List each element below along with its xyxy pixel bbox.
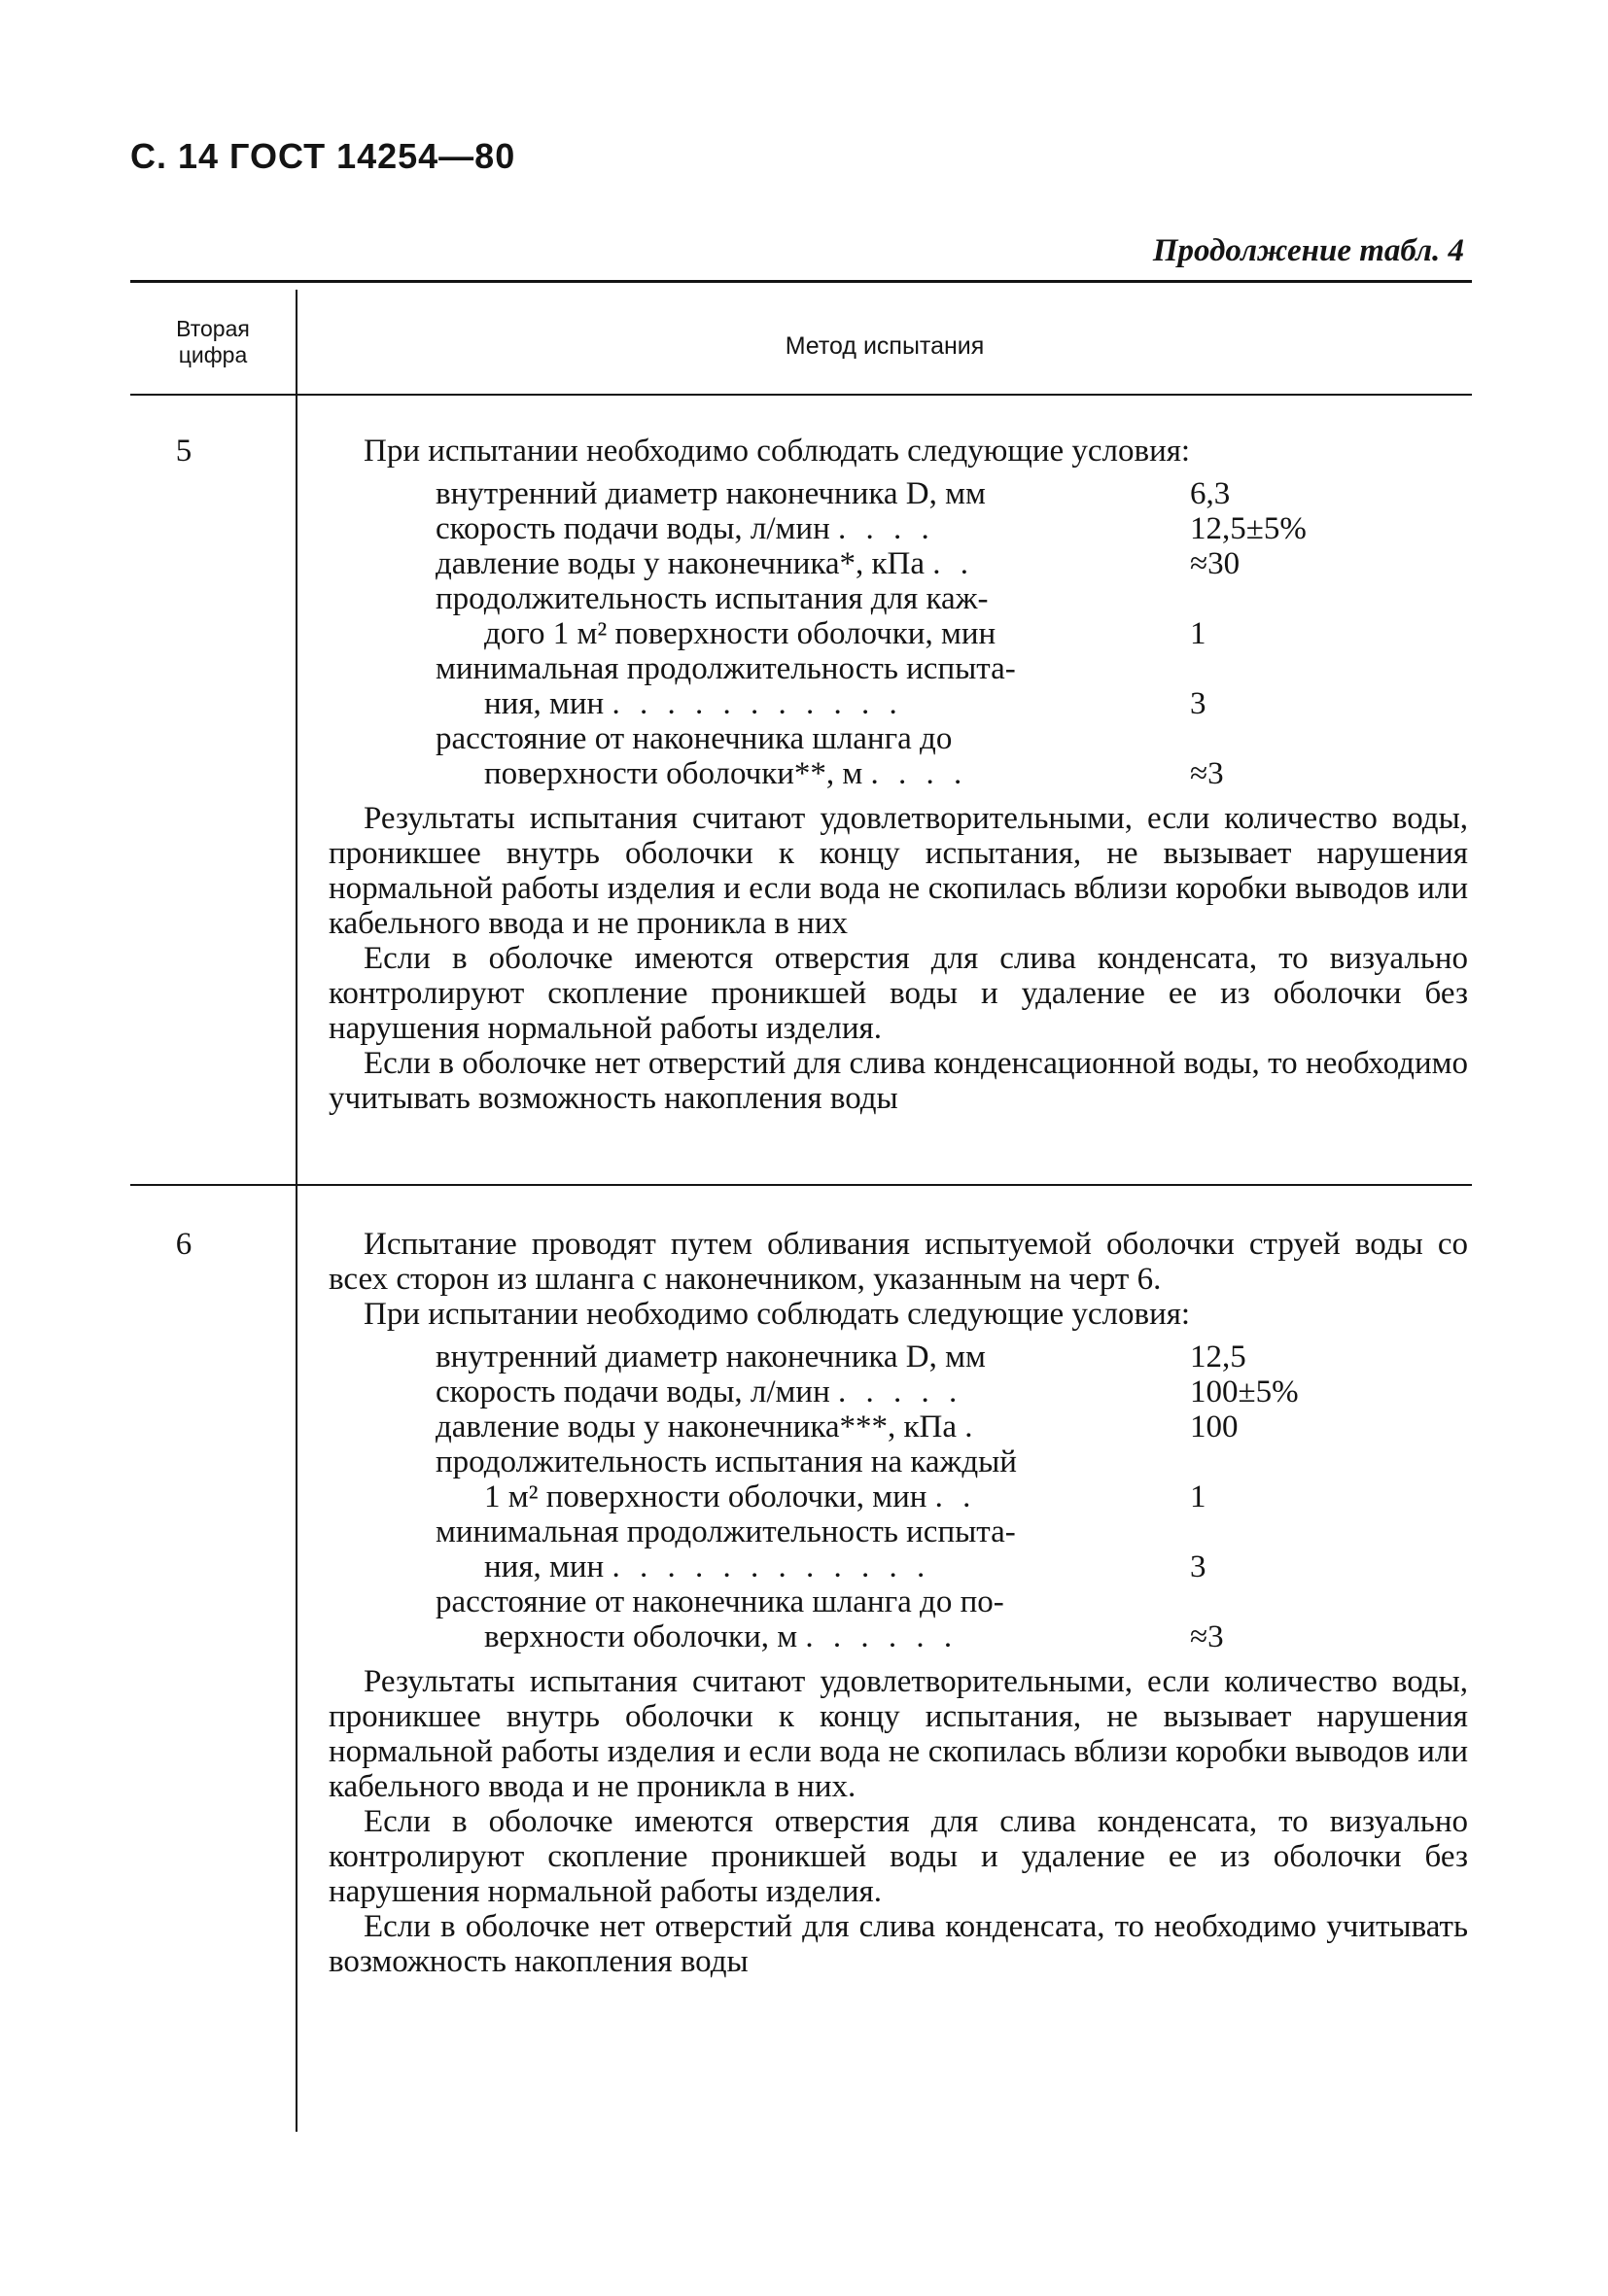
- header-bottom-rule: [130, 394, 1472, 396]
- row-5-paragraph: Если в оболочке нет отверстий для слива конденсационной воды, то необходимо учитывать возможность накопления воды: [329, 1046, 1468, 1116]
- param-value: 12,5: [1190, 1339, 1246, 1374]
- row-6-intro2: При испытании необходимо соблюдать следующие условия:: [364, 1297, 1191, 1332]
- row-6-method: [329, 1227, 1468, 1979]
- row-5-intro: При испытании необходимо соблюдать следующие условия:: [364, 434, 1191, 469]
- param-label: минимальная продолжительность испыта- ния, мин . . . . . . . . . . . .: [436, 1514, 1016, 1584]
- page-header: С. 14 ГОСТ 14254—80: [130, 136, 516, 176]
- column-header-digit-line1: Вторая: [176, 316, 250, 341]
- param-row: [436, 581, 1373, 651]
- param-label: скорость подачи воды, л/мин . . . .: [436, 511, 935, 546]
- row-5-parameters: [436, 476, 1373, 791]
- param-row: [436, 721, 1373, 791]
- param-value: ≈3: [1190, 756, 1224, 791]
- param-label: продолжительность испытания на каждый 1 м² поверхности оболочки, мин . .: [436, 1444, 1017, 1514]
- column-header-digit-line2: цифра: [178, 342, 248, 367]
- row-6-parameters: [436, 1339, 1373, 1654]
- param-value: 3: [1190, 686, 1206, 721]
- row-6-paragraph: Результаты испытания считают удовлетворительными, если количество воды, проникшее внутрь оболочки к концу испытания, не вызывает нарушения нормальной работы изделия и если вода не скопилась вблизи коробки выводов или кабельного ввода и не проникла в них.: [329, 1664, 1468, 1804]
- param-row: [436, 1409, 1373, 1444]
- param-value: 12,5±5%: [1190, 511, 1307, 546]
- param-row: [436, 1514, 1373, 1584]
- row-digit-5: 5: [175, 434, 192, 469]
- param-value: 6,3: [1190, 476, 1231, 511]
- param-value: ≈3: [1190, 1619, 1224, 1654]
- row-5-method: [329, 434, 1468, 1116]
- param-row: [436, 476, 1373, 511]
- row-digit-6: 6: [175, 1227, 192, 1262]
- row-divider-rule: [130, 1184, 1472, 1186]
- param-row: [436, 546, 1373, 581]
- table-top-rule: [130, 280, 1472, 283]
- row-5-paragraph: Если в оболочке имеются отверстия для слива конденсата, то визуально контролируют скопление проникшей воды и удаление ее из оболочки без нарушения нормальной работы изделия.: [329, 941, 1468, 1046]
- row-6-paragraph: Если в оболочке нет отверстий для слива конденсата, то необходимо учитывать возможность накопления воды: [329, 1909, 1468, 1979]
- param-row: [436, 1584, 1373, 1654]
- param-label: внутренний диаметр наконечника D, мм: [436, 476, 986, 511]
- row-6-paragraph: Если в оболочке имеются отверстия для слива конденсата, то визуально контролируют скопление проникшей воды и удаление ее из оболочки без нарушения нормальной работы изделия.: [329, 1804, 1468, 1909]
- param-label: давление воды у наконечника*, кПа . .: [436, 546, 975, 581]
- param-value: 100: [1190, 1409, 1239, 1444]
- param-label: внутренний диаметр наконечника D, мм: [436, 1339, 986, 1374]
- column-header-digit: [130, 316, 296, 368]
- param-row: [436, 1374, 1373, 1409]
- param-value: 100±5%: [1190, 1374, 1299, 1409]
- param-label: скорость подачи воды, л/мин . . . . .: [436, 1374, 963, 1409]
- param-label: расстояние от наконечника шланга до по- верхности оболочки, м . . . . . .: [436, 1584, 1004, 1654]
- param-row: [436, 511, 1373, 546]
- param-label: минимальная продолжительность испыта- ния, мин . . . . . . . . . . .: [436, 651, 1016, 721]
- param-label: расстояние от наконечника шланга до поверхности оболочки**, м . . . .: [436, 721, 968, 791]
- param-label: продолжительность испытания для каж- дого 1 м² поверхности оболочки, мин: [436, 581, 996, 651]
- param-row: [436, 651, 1373, 721]
- row-5-paragraph: Результаты испытания считают удовлетворительными, если количество воды, проникшее внутрь оболочки к концу испытания, не вызывает нарушения нормальной работы изделия и если вода не скопилась вблизи коробки выводов или кабельного ввода и не проникла в них: [329, 801, 1468, 941]
- param-value: 1: [1190, 1479, 1206, 1514]
- column-header-method: Метод испытания: [785, 332, 985, 360]
- param-value: 1: [1190, 616, 1206, 651]
- param-value: ≈30: [1190, 546, 1241, 581]
- row-6-intro: Испытание проводят путем обливания испытуемой оболочки струей воды со всех сторон из шланга с наконечником, указанным на черт 6.: [329, 1227, 1468, 1297]
- param-row: [436, 1444, 1373, 1514]
- param-value: 3: [1190, 1549, 1206, 1584]
- param-row: [436, 1339, 1373, 1374]
- param-label: давление воды у наконечника***, кПа .: [436, 1409, 979, 1444]
- column-divider: [296, 290, 297, 2132]
- table-continuation-label: Продолжение табл. 4: [1152, 233, 1464, 268]
